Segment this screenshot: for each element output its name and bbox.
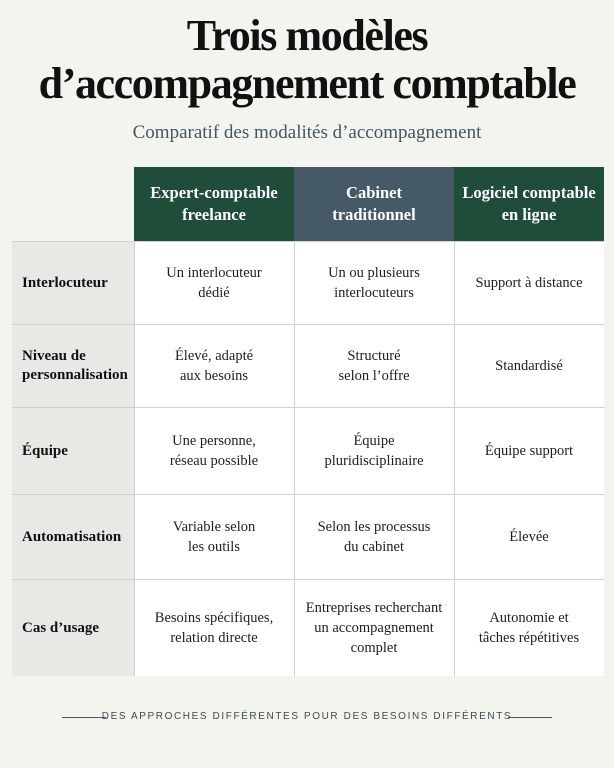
table-row-automatisation [12,494,604,579]
page-title-line-1: Trois modèles [186,11,428,60]
column-divider [134,241,135,676]
column-header-freelance: Expert-comptable freelance [134,167,294,241]
table-cell: Support à distance [454,242,604,324]
footer-tagline: DES APPROCHES DIFFÉRENTES POUR DES BESOINS DIFFÉRENTS [101,711,513,722]
table-body [12,241,604,676]
comparison-table [12,167,604,676]
footer [0,708,614,728]
table-cell: Standardisé [454,325,604,407]
table-row-interlocuteur [12,241,604,324]
table-cell: Un ou plusieurs interlocuteurs [294,242,454,324]
row-label: Interlocuteur [12,242,134,324]
row-label: Équipe [12,408,134,494]
column-divider [454,241,455,676]
table-cell: Structuré selon l’offre [294,325,454,407]
table-cell: Équipe support [454,408,604,494]
row-label: Niveau de personnalisation [12,325,134,407]
column-header-cabinet: Cabinet traditionnel [294,167,454,241]
row-label: Automatisation [12,495,134,579]
table-row-cas-usage [12,579,604,676]
table-cell: Élevé, adapté aux besoins [134,325,294,407]
table-cell: Besoins spécifiques, relation directe [134,580,294,676]
column-divider [294,241,295,676]
table-cell: Autonomie et tâches répétitives [454,580,604,676]
table-header-row [12,167,604,241]
column-header-logiciel: Logiciel comptable en ligne [454,167,604,241]
page-title [0,12,614,108]
row-label: Cas d’usage [12,580,134,676]
page-subtitle: Comparatif des modalités d’accompagnement [132,122,482,143]
page-title-line-2: d’accompagnement comptable [38,59,576,108]
table-cell: Élevée [454,495,604,579]
table-cell: Selon les processus du cabinet [294,495,454,579]
table-row-personnalisation [12,324,604,407]
table-row-equipe [12,407,604,494]
table-cell: Variable selon les outils [134,495,294,579]
table-cell: Un interlocuteur dédié [134,242,294,324]
table-cell: Une personne, réseau possible [134,408,294,494]
table-cell: Entreprises recherchant un accompagnement complet [294,580,454,676]
table-cell: Équipe pluridisciplinaire [294,408,454,494]
